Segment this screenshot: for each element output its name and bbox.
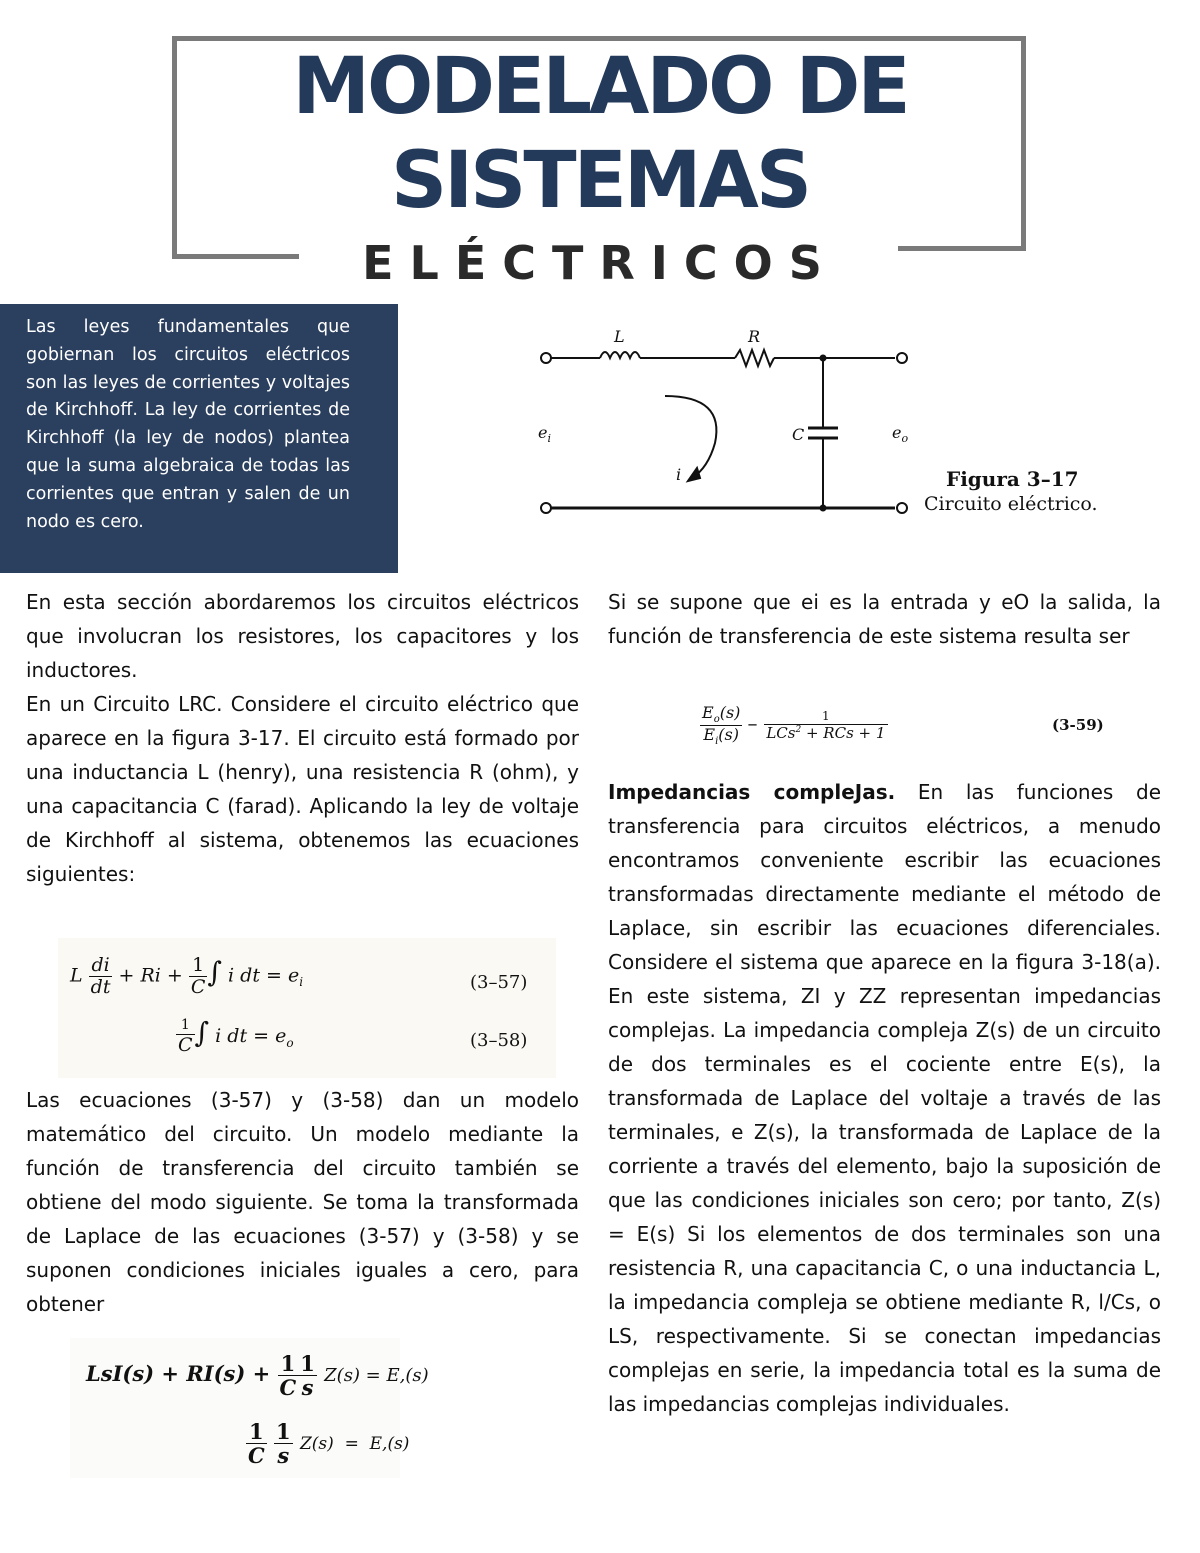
label-i: i <box>676 465 682 484</box>
right-paragraph-2 <box>608 775 1161 1421</box>
right-paragraph-2-text: En las funciones de transferencia para circuitos eléctricos, a menudo encontramos conveniente escribir las ecuaciones transformadas directamente mediante el método de Laplace, sin escribir las ecuaciones diferenciales. Considere el sistema que aparece en la figura 3-18(a). En este sistema, ZI y ZZ representan impedancias complejas. La impedancia compleja Z(s) de un circuito de dos terminales es el cociente entre E(s), la transformada de Laplace del voltaje a través de las terminales, e Z(s), la transformada de Laplace de la corriente a través del elemento, bajo la suposición de que las condiciones iniciales son cero; por tanto, Z(s) = E(s) Si los elementos de dos terminales son una resistencia R, una capacitancia C, o una inductancia L, la impedancia compleja se obtiene mediante R, l/Cs, o LS, respectivamente. Si se conectan impedancias complejas en serie, la impedancia total es la suma de las impedancias complejas individuales. <box>608 780 1162 1416</box>
figure-caption-text: Circuito eléctrico. <box>924 493 1098 515</box>
equation-3-59: $\frac{E_o(s)}{E_i(s)}$ – $\frac{1}{LCs^2 + RCs + 1}$ <box>700 704 888 747</box>
label-eo: $e_o$ <box>892 423 909 445</box>
equation-number-57: (3–57) <box>470 972 528 993</box>
equation-laplace-2: $\frac{1}{C}$ $\frac{1}{s}$ Z(s) = E,(s) <box>248 1419 410 1469</box>
left-column <box>26 585 579 891</box>
equation-number-59: (3-59) <box>1052 716 1104 734</box>
header-frame-right <box>1021 36 1026 250</box>
terminal-bottom-right <box>897 503 907 513</box>
impedancias-heading: Impedancias compleJas. <box>608 780 896 804</box>
circuit-figure <box>530 318 1120 528</box>
left-paragraph-3: Las ecuaciones (3-57) y (3-58) dan un modelo matemático del circuito. Un modelo mediante la función de transferencia del circuito también se obtiene del modo siguiente. Se toma la transformada de Laplace de las ecuaciones (3-57) y (3-58) y se suponen condiciones iniciales iguales a cero, para obtener <box>26 1088 579 1316</box>
right-column-lower <box>608 775 1161 1421</box>
header-frame-left <box>172 36 177 258</box>
page-title-line2: SISTEMAS <box>390 136 810 226</box>
equation-laplace-1: LsI(s) + RI(s) + $\frac{1}{C}$ $\frac{1}{s}$ Z(s) = E,(s) <box>86 1351 429 1401</box>
left-column-lower <box>26 1083 579 1321</box>
left-paragraph-1: En esta sección abordaremos los circuitos eléctricos que involucran los resistores, los capacitores y los inductores. <box>26 590 579 682</box>
equation-number-58: (3–58) <box>470 1030 528 1051</box>
inductor-symbol <box>600 352 640 358</box>
label-R: R <box>748 327 761 346</box>
resistor-symbol <box>735 350 774 366</box>
left-paragraph-2: En un Circuito LRC. Considere el circuito eléctrico que aparece en la figura 3-17. El circuito está formado por una inductancia L (henry), una resistencia R (ohm), y una capacitancia C (farad). Aplicando la ley de voltaje de Kirchhoff al sistema, obtenemos las ecuaciones siguientes: <box>26 692 579 886</box>
right-paragraph-1: Si se supone que ei es la entrada y eO la salida, la función de transferencia de este sistema resulta ser <box>608 590 1161 648</box>
header-frame-top <box>172 36 1026 41</box>
label-ei: $e_i$ <box>538 423 551 445</box>
equation-3-58: $\frac{1}{C}$ ∫ i dt = $e_o$ <box>178 1016 294 1056</box>
terminal-bottom-left <box>541 503 551 513</box>
label-L: L <box>614 327 625 346</box>
current-arrow <box>665 396 716 478</box>
terminal-top-left <box>541 353 551 363</box>
figure-caption-title: Figura 3–17 <box>946 467 1079 491</box>
intro-sidebar-text: Las leyes fundamentales que gobiernan los circuitos eléctricos son las leyes de corrientes y voltajes de Kirchhoff. La ley de corrientes de Kirchhoff (la ley de nodos) plantea que la suma algebraica de todas las corrientes que entran y salen de un nodo es cero. <box>26 317 350 532</box>
page-title-line1: MODELADO DE <box>292 42 908 132</box>
intro-sidebar <box>0 304 398 573</box>
equation-3-57: L $\frac{di}{dt}$ + Ri + $\frac{1}{C}$ ∫ i dt = $e_i$ <box>70 954 304 998</box>
label-C: C <box>792 425 805 444</box>
terminal-top-right <box>897 353 907 363</box>
header-frame-bottom-left <box>172 254 299 259</box>
header-frame-bottom-right <box>898 246 1026 251</box>
right-column <box>608 585 1161 653</box>
page-subtitle: ELÉCTRICOS <box>362 236 838 290</box>
